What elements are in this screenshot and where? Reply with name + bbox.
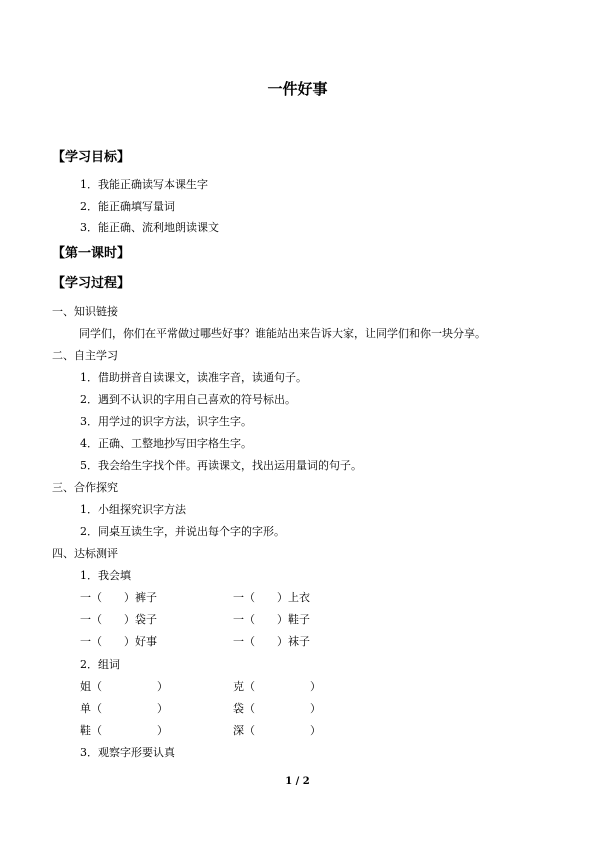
section-2-item-1: 1．借助拼音自读课文，读准字音，读通句子。 bbox=[80, 371, 307, 384]
section-1-title: 一、知识链接 bbox=[52, 305, 118, 318]
q2-blank: 单（ ） bbox=[80, 702, 168, 715]
section-2-item-5: 5．我会给生字找个伴。再读课文，找出运用量词的句子。 bbox=[80, 459, 362, 472]
section-3-item-2: 2．同桌互读生字，并说出每个字的字形。 bbox=[80, 525, 285, 538]
section-2-item-2: 2．遇到不认识的字用自己喜欢的符号标出。 bbox=[80, 393, 296, 406]
page-number: 1 / 2 bbox=[285, 776, 310, 787]
section-3-item-1: 1．小组探究识字方法 bbox=[80, 503, 186, 516]
q2-blank: 鞋（ ） bbox=[80, 724, 168, 737]
q1-blank: 一（ ）裤子 bbox=[80, 591, 157, 604]
q1-title: 1．我会填 bbox=[80, 569, 131, 582]
process-heading: 【学习过程】 bbox=[52, 276, 131, 291]
q2-blank: 深（ ） bbox=[233, 724, 321, 737]
q1-blank: 一（ ）好事 bbox=[80, 635, 157, 648]
q3-title: 3．观察字形要认真 bbox=[80, 746, 175, 759]
q2-blank: 克（ ） bbox=[233, 680, 321, 693]
section-2-item-3: 3．用学过的识字方法，识字生字。 bbox=[80, 415, 252, 428]
section-4-title: 四、达标测评 bbox=[52, 547, 118, 560]
q2-blank: 姐（ ） bbox=[80, 680, 168, 693]
goals-heading: 【学习目标】 bbox=[52, 150, 131, 165]
goal-item-3: 3．能正确、流利地朗读课文 bbox=[80, 221, 219, 234]
page-title: 一件好事 bbox=[267, 80, 328, 98]
section-2-item-4: 4．正确、工整地抄写田字格生字。 bbox=[80, 437, 252, 450]
goal-item-1: 1．我能正确读写本课生字 bbox=[80, 178, 208, 191]
q2-title: 2．组词 bbox=[80, 658, 120, 671]
q1-blank: 一（ ）鞋子 bbox=[233, 613, 310, 626]
q1-blank: 一（ ）袋子 bbox=[80, 613, 157, 626]
lesson-heading: 【第一课时】 bbox=[52, 246, 131, 261]
q2-blank: 袋（ ） bbox=[233, 702, 321, 715]
section-2-title: 二、自主学习 bbox=[52, 349, 118, 362]
section-1-text: 同学们，你们在平常做过哪些好事？谁能站出来告诉大家，让同学们和你一块分享。 bbox=[79, 327, 486, 340]
goal-item-2: 2．能正确填写量词 bbox=[80, 200, 175, 213]
q1-blank: 一（ ）上衣 bbox=[233, 591, 310, 604]
section-3-title: 三、合作探究 bbox=[52, 481, 118, 494]
q1-blank: 一（ ）袜子 bbox=[233, 635, 310, 648]
